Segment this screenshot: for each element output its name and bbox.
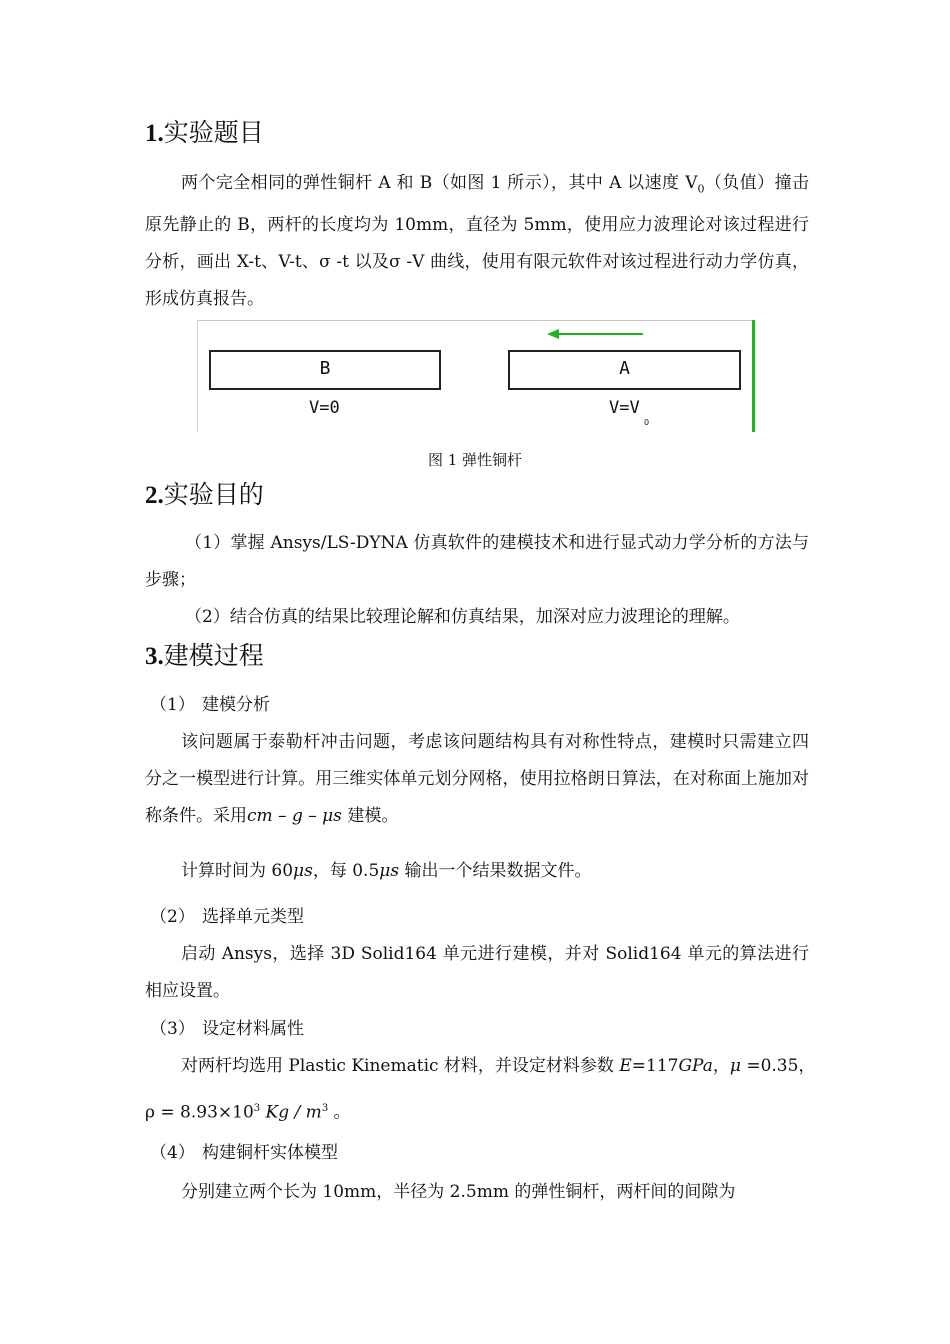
rod-a-velocity-subscript: 0	[644, 418, 650, 427]
objective-item-2: （2）结合仿真的结果比较理论解和仿真结果，加深对应力波理论的理解。	[185, 607, 740, 627]
rod-a-label: A	[619, 358, 630, 379]
section-1-paragraph: 两个完全相同的弹性铜杆 A 和 B（如图 1 所示），其中 A 以速度 $V_0$（负值）撞击原先静止的 B，两杆的长度均为 10mm，直径为 5mm，使用应力波理论对该过程进行分析，画出 X-t、V-t、σ -t 以及σ -V 曲线，使用有限元软件对该过程进行动力学仿真，形成仿真报告。	[145, 173, 809, 310]
section-3-heading: 3.建模过程	[145, 641, 264, 670]
density-line: $\rho = 8.93\times 10^3$ Kg / $m^3$ 。	[145, 1102, 351, 1123]
rod-a-velocity: V=V	[609, 398, 640, 418]
figure-caption: 图 1 弹性铜杆	[427, 451, 523, 469]
objective-item-1: （1）掌握 Ansys/LS-DYNA 仿真软件的建模技术和进行显式动力学分析的方法与步骤；	[145, 533, 809, 590]
section-1-number: 1.	[145, 120, 164, 147]
subsection-1-heading: （1） 建模分析	[150, 695, 270, 715]
element-type-paragraph: 启动 Ansys，选择 3D Solid164 单元进行建模，并对 Solid164 单元的算法进行相应设置。	[145, 944, 809, 1001]
velocity-arrow-icon	[545, 328, 645, 340]
modeling-analysis-paragraph: 该问题属于泰勒杆冲击问题，考虑该问题结构具有对称性特点，建模时只需建立四分之一模型进行计算。用三维实体单元划分网格，使用拉格朗日算法，在对称面上施加对称条件。采用cm – g – μs 建模。	[145, 732, 809, 826]
subsection-2-heading: （2） 选择单元类型	[150, 907, 304, 927]
section-1-heading	[145, 117, 264, 150]
figure-border-left	[197, 320, 198, 432]
rod-model-paragraph: 分别建立两个长为 10mm，半径为 2.5mm 的弹性铜杆，两杆间的间隙为	[181, 1182, 736, 1202]
rod-figure	[197, 320, 757, 432]
rod-b-label: B	[319, 358, 331, 379]
rod-b-velocity: V=0	[309, 398, 340, 418]
figure-border	[197, 320, 753, 321]
material-parameters-line: 对两杆均选用 Plastic Kinematic 材料，并设定材料参数 E=117GPa，μ =0.35，	[181, 1056, 816, 1076]
rigid-wall	[752, 320, 755, 432]
computation-time-line: 计算时间为 60μs，每 0.5μs 输出一个结果数据文件。	[181, 861, 592, 881]
section-2-heading: 2.实验目的	[145, 480, 264, 509]
subsection-4-heading: （4） 构建铜杆实体模型	[150, 1143, 338, 1163]
subsection-3-heading: （3） 设定材料属性	[150, 1019, 304, 1039]
section-1-title: 实验题目	[163, 118, 264, 147]
